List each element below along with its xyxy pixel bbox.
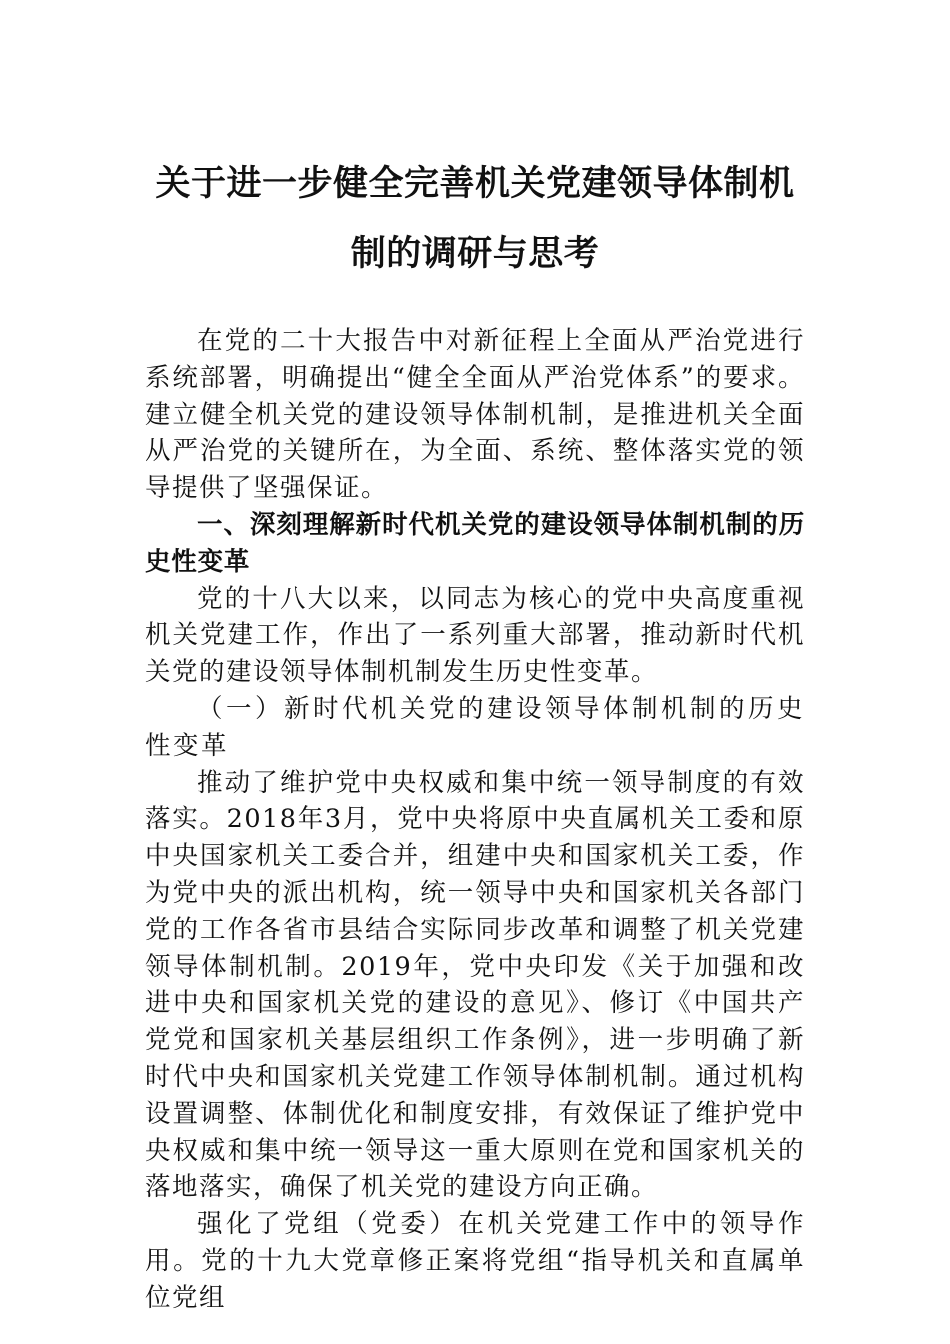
document-body (145, 323, 805, 1317)
body-paragraph: 推动了维护党中央权威和集中统一领导制度的有效落实。2018年3月，党中央将原中央直属机关工委和原中央国家机关工委合并，组建中央和国家机关工委，作为党中央的派出机构，统一领导中央和国家机关各部门党的工作各省市县结合实际同步改革和调整了机关党建领导体制机制。2019年，党中央印发《关于加强和改进中央和国家机关党的建设的意见》、修订《中国共产党党和国家机关基层组织工作条例》，进一步明确了新时代中央和国家机关党建工作领导体制机制。通过机构设置调整、体制优化和制度安排，有效保证了维护党中央权威和集中统一领导这一重大原则在党和国家机关的落地落实，确保了机关党的建设方向正确。 (145, 767, 805, 1203)
section-paragraph: 党的十八大以来，以同志为核心的党中央高度重视机关党建工作，作出了一系列重大部署，推动新时代机关党的建设领导体制机制发生历史性变革。 (145, 583, 805, 688)
body-paragraph: 强化了党组（党委）在机关党建工作中的领导作用。党的十九大党章修正案将党组“指导机关和直属单位党组 (145, 1209, 805, 1313)
section-heading: 一、深刻理解新时代机关党的建设领导体制机制的历史性变革 (145, 509, 805, 577)
intro-paragraph: 在党的二十大报告中对新征程上全面从严治党进行系统部署，明确提出“健全全面从严治党体系”的要求。建立健全机关党的建设领导体制机制，是推进机关全面从严治党的关键所在，为全面、系统、整体落实党的领导提供了坚强保证。 (145, 326, 805, 504)
document-title-line-2: 制的调研与思考 (350, 233, 600, 274)
document-title-line-1: 关于进一步健全完善机关党建领导体制机 (155, 163, 795, 204)
subsection-heading: （一）新时代机关党的建设领导体制机制的历史性变革 (145, 693, 805, 761)
